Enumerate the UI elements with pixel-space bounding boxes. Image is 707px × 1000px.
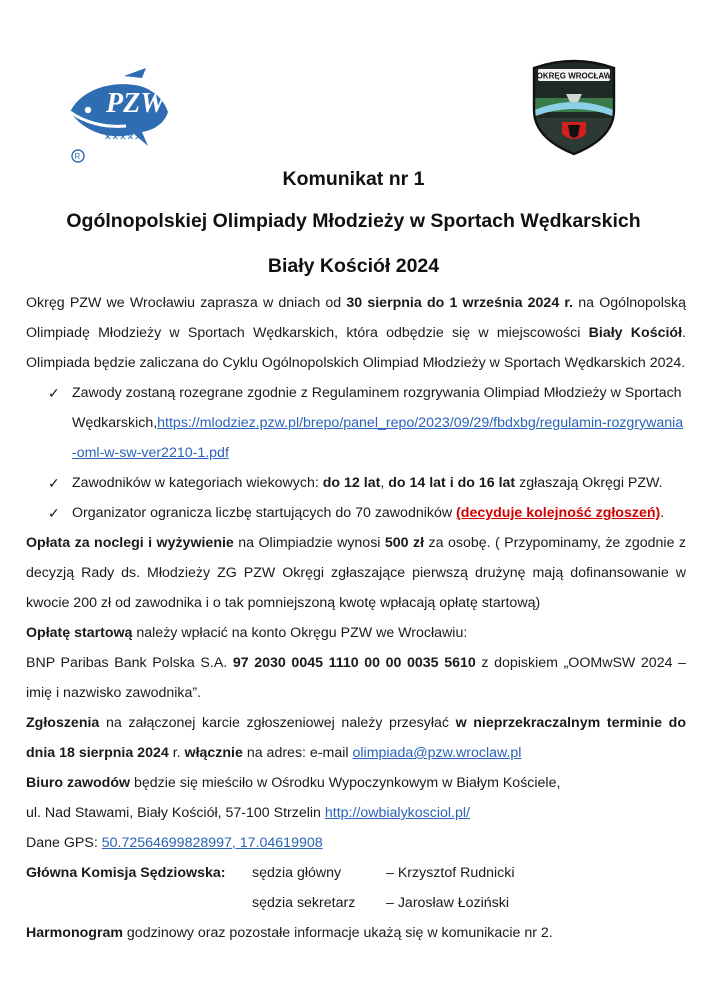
fee-amount: 500 zł — [384, 535, 425, 551]
list-item: ✓ Organizator ogranicza liczbę startujących do 70 zawodników (decyduje kolejność zgłoszeń). — [26, 498, 686, 528]
list-item: ✓ Zawody zostaną rozegrane zgodnie z Regulaminem rozgrywania Olimpiad Młodzieży w Sportach Wędkarskich,https://mlodziez.pzw.pl/brepo/panel_repo/2023/09/29/fbdxbg/regulamin-rozgrywania-oml-w-sw-ver2210-1.pdf — [26, 378, 686, 468]
registration-paragraph: Zgłoszenia na załączonej karcie zgłoszeniowej należy przesyłać w nieprzekraczalnym terminie do dnia 18 sierpnia 2024 r. włącznie na adres: e-mail olimpiada@pzw.wroclaw.pl — [26, 715, 686, 761]
checkmark-icon: ✓ — [48, 505, 60, 521]
fee-paragraph: Opłata za noclegi i wyżywienie na Olimpiadzie wynosi 500 zł za osobę. ( Przypominamy, że zgodnie z decyzją Rady ds. Młodzieży ZG PZW Okręgi zgłaszające pierwszą drużynę mają dofinansowanie w kwocie 200 zł od zawodnika i o tak pomniejszoną kwotę wpłacają opłatę startową) — [26, 535, 687, 611]
venue-website-link[interactable]: http://owbialykosciol.pl/ — [324, 805, 470, 821]
commission-label: Główna Komisja Sędziowska: — [26, 865, 226, 881]
heading-line-3: Biały Kościół 2024 — [267, 255, 440, 277]
pzw-logo — [64, 66, 172, 164]
gps-coordinates-link[interactable]: 50.72564699828997, 17.04619908 — [101, 835, 323, 851]
okreg-wroclaw-badge — [530, 58, 618, 156]
payment-paragraph: Opłatę startową należy wpłacić na konto Okręgu PZW we Wrocławiu: BNP Paribas Bank Polska S.A. 97 2030 0045 1110 00 00 0035 5610 z dopiskiem „OOMwSW 2024 – imię i nazwisko zawodnika”. — [26, 625, 686, 701]
checkmark-icon: ✓ — [48, 385, 60, 401]
list-item: ✓ Zawodników w kategoriach wiekowych: do 12 lat, do 14 lat i do 16 lat zgłaszają Okręgi PZW. — [26, 468, 686, 498]
office-paragraph: Biuro zawodów będzie się mieściło w Ośrodku Wypoczynkowym w Białym Kościele, ul. Nad Stawami, Biały Kościół, 57-100 Strzelin http://owbialykosciol.pl/ — [26, 775, 561, 821]
event-dates: 30 sierpnia do 1 września 2024 r. — [346, 295, 574, 311]
okreg-badge-text: OKRĘG WROCŁAW — [536, 71, 612, 81]
checkmark-icon: ✓ — [48, 475, 60, 491]
rules-list — [26, 378, 686, 528]
email-link[interactable]: olimpiada@pzw.wroclaw.pl — [352, 745, 522, 761]
document-body — [26, 288, 686, 948]
judges-row-2: sędzia sekretarz – Jarosław Łoziński — [252, 895, 510, 911]
regulations-link[interactable]: https://mlodziez.pzw.pl/brepo/panel_repo/2023/09/29/fbdxbg/regulamin-rozgrywania-oml-w-sw-ver2210-1.pdf — [72, 415, 684, 461]
registration-order-note: (decyduje kolejność zgłoszeń) — [456, 505, 661, 521]
heading-line-2: Ogólnopolskiej Olimpiady Młodzieży w Sportach Wędkarskich — [66, 210, 641, 232]
schedule-paragraph: Harmonogram godzinowy oraz pozostałe informacje ukażą się w komunikacie nr 2. — [26, 925, 553, 941]
gps-line: Dane GPS: 50.72564699828997, 17.04619908 — [26, 835, 323, 851]
svg-text:R: R — [74, 152, 81, 161]
svg-text:✕✕✕✕✕: ✕✕✕✕✕ — [104, 132, 142, 142]
bank-account-number: 97 2030 0045 1110 00 00 0035 5610 — [232, 655, 476, 671]
event-place: Biały Kościół — [588, 325, 683, 341]
intro-paragraph: Okręg PZW we Wrocławiu zaprasza w dniach od 30 sierpnia do 1 września 2024 r. na Ogólnopolską Olimpiadę Młodzieży w Sportach Wędkarskich, która odbędzie się w miejscowości Biały Kościół. Olimpiada będzie zaliczana do Cyklu Ogólnopolskich Olimpiad Młodzieży w Sportach Wędkarskich 2024. — [26, 295, 687, 371]
pzw-logo-text: PZW — [106, 88, 166, 119]
heading-line-1: Komunikat nr 1 — [282, 168, 425, 190]
judges-row-1: Główna Komisja Sędziowska: sędzia główny – Krzysztof Rudnicki — [26, 858, 686, 888]
